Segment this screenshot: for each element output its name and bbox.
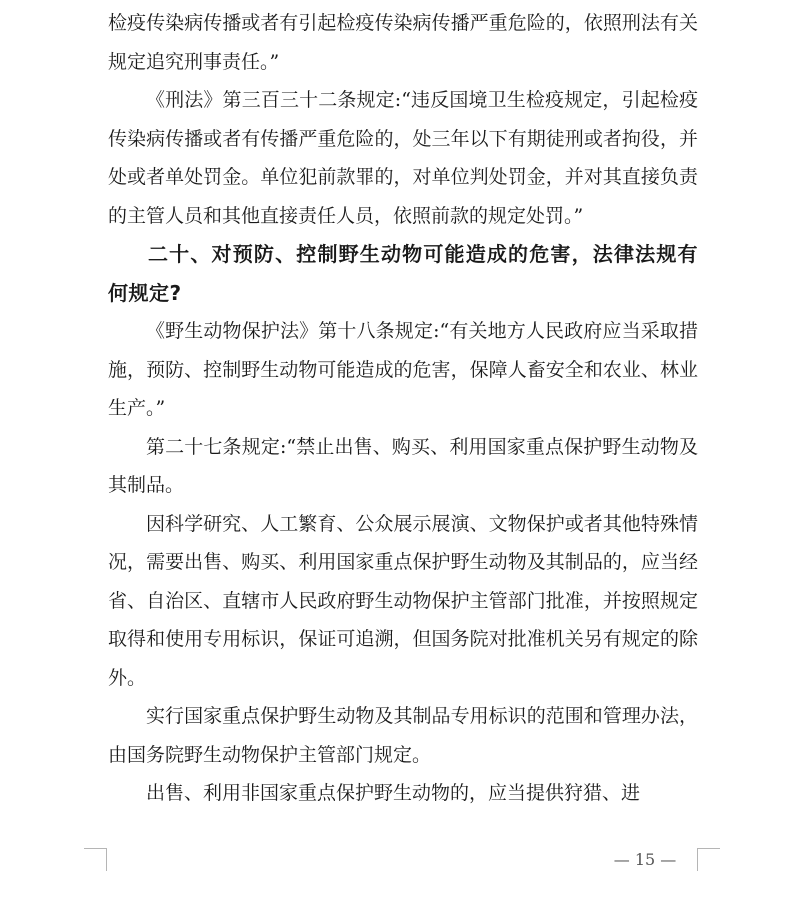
- paragraph-5: 因科学研究、人工繁育、公众展示展演、文物保护或者其他特殊情况，需要出售、购买、利用国家重点保护野生动物及其制品的，应当经省、自治区、直辖市人民政府野生动物保护主管部门批准，并按照规定取得和使用专用标识，保证可追溯，但国务院对批准机关另有规定的除外。: [108, 512, 698, 689]
- margin-corner-mark-right: [697, 848, 720, 871]
- paragraph-1: 检疫传染病传播或者有引起检疫传染病传播严重危险的，依照刑法有关规定追究刑事责任。”: [108, 12, 698, 73]
- paragraph-7: 出售、利用非国家重点保护野生动物的，应当提供狩猎、进: [146, 782, 641, 804]
- paragraph-6: 实行国家重点保护野生动物及其制品专用标识的范围和管理办法，由国务院野生动物保护主管部门规定。: [108, 705, 698, 766]
- page-content: [108, 4, 698, 813]
- paragraph-2: 《刑法》第三百三十二条规定:“违反国境卫生检疫规定，引起检疫传染病传播或者有传播严重危险的，处三年以下有期徒刑或者拘役，并处或者单处罚金。单位犯前款罪的，对单位判处罚金，并对其直接负责的主管人员和其他直接责任人员，依照前款的规定处罚。”: [108, 89, 698, 227]
- margin-corner-mark-left: [84, 848, 107, 871]
- section-heading: 二十、对预防、控制野生动物可能造成的危害，法律法规有何规定?: [108, 242, 698, 305]
- paragraph-3: 《野生动物保护法》第十八条规定:“有关地方人民政府应当采取措施，预防、控制野生动物可能造成的危害，保障人畜安全和农业、林业生产。”: [108, 320, 698, 419]
- paragraph-4: 第二十七条规定:“禁止出售、购买、利用国家重点保护野生动物及其制品。: [108, 435, 698, 496]
- page-number: — 15 —: [613, 850, 677, 869]
